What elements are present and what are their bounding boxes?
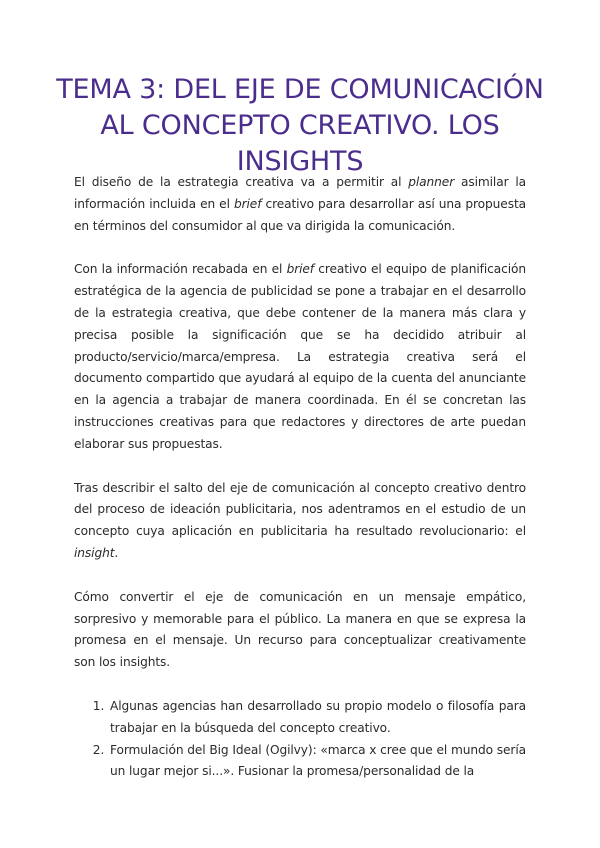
document-body [74,172,526,783]
page-title: TEMA 3: DEL EJE DE COMUNICACIÓN AL CONCEPTO CREATIVO. LOS INSIGHTS [56,74,544,177]
paragraph-1: El diseño de la estrategia creativa va a permitir al planner asimilar la información incluida en el brief creativo para desarrollar así una propuesta en términos del consumidor al que va dirigida la comunicación. [74,175,526,233]
list-item: 1. Algunas agencias han desarrollado su propio modelo o filosofía para trabajar en la búsqueda del concepto creativo. [108,696,526,740]
paragraph-2: Con la información recabada en el brief creativo el equipo de planificación estratégica de la agencia de publicidad se pone a trabajar en el desarrollo de la estrategia creativa, que debe contener de la manera más clara y precisa posible la significación que se ha decidido atribuir al producto/servicio/marca/empresa. La estrategia creativa será el documento compartido que ayudará al equipo de la cuenta del anunciante en la agencia a trabajar de manera coordinada. En él se concretan las instrucciones creativas para que redactores y directores de arte puedan elaborar sus propuestas. [74,262,526,451]
paragraph-4: Cómo convertir el eje de comunicación en un mensaje empático, sorpresivo y memorable para el público. La manera en que se expresa la promesa en el mensaje. Un recurso para conceptualizar creativamente son los insights. [74,589,526,670]
paragraph-3: Tras describir el salto del eje de comunicación al concepto creativo dentro del proceso de ideación publicitaria, nos adentramos en el estudio de un concepto cuya aplicación en publicitaria ha resultado revolucionario: el insight. [74,480,526,560]
list-item: 2. Formulación del Big Ideal (Ogilvy): «marca x cree que el mundo sería un lugar mejor si...». Fusionar la promesa/personalidad de la [108,740,526,784]
numbered-list [74,696,526,783]
